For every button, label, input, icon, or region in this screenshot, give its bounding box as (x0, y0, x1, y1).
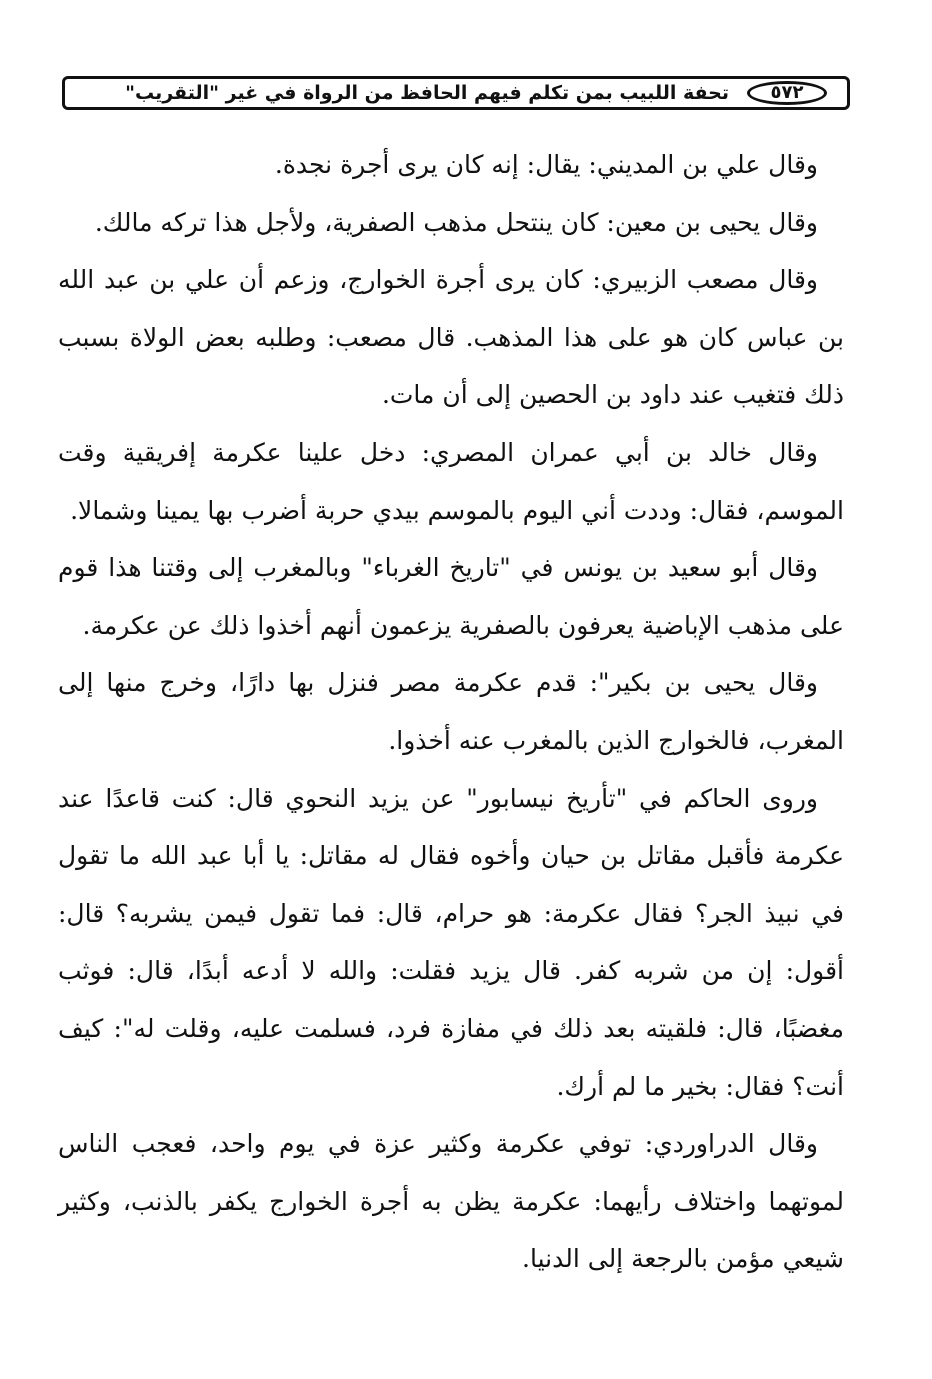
paragraph-7: وروى الحاكم في "تأريخ نيسابور" عن يزيد النحوي قال: كنت قاعدًا عند عكرمة فأقبل مقاتل بن حيان وأخوه فقال له مقاتل: يا أبا عبد الله ما تقول في نبيذ الجر؟ فقال عكرمة: هو حرام، قال: فما تقول فيمن يشربه؟ قال: أقول: إن من شربه كفر. قال يزيد فقلت: والله لا أدعه أبدًا، قال: فوثب مغضبًا، قال: فلقيته بعد ذلك في مفازة فرد، فسلمت عليه، وقلت له": كيف أنت؟ فقال: بخير ما لم أرك. (58, 783, 844, 1101)
paragraph-4: وقال خالد بن أبي عمران المصري: دخل علينا عكرمة إفريقية وقت الموسم، فقال: وددت أني اليوم بالموسم بيدي حربة أضرب بها يمينا وشمالا. (58, 437, 844, 525)
paragraph-3: وقال مصعب الزبيري: كان يرى أجرة الخوارج، وزعم أن علي بن عبد الله بن عباس كان هو على هذا المذهب. قال مصعب: وطلبه بعض الولاة بسبب ذلك فتغيب عند داود بن الحصين إلى أن مات. (58, 265, 844, 410)
page-header (62, 76, 850, 110)
paragraph-6: وقال يحيى بن بكير": قدم عكرمة مصر فنزل بها دارًا، وخرج منها إلى المغرب، فالخوارج الذين بالمغرب عنه أخذوا. (58, 668, 844, 755)
page-number: ٥٧٢ (747, 81, 827, 105)
text-body (58, 136, 844, 1288)
paragraph-1: وقال علي بن المديني: يقال: إنه كان يرى أجرة نجدة. (274, 150, 818, 179)
paragraph-2: وقال يحيى بن معين: كان ينتحل مذهب الصفرية، ولأجل هذا تركه مالك. (94, 207, 818, 237)
paragraph-8: وقال الدراوردي: توفي عكرمة وكثير عزة في يوم واحد، فعجب الناس لموتهما واختلاف رأيهما: عكرمة يظن به أجرة الخوارج يكفر بالذنب، وكثير شيعي مؤمن بالرجعة إلى الدنيا. (58, 1129, 844, 1274)
running-title: تحفة اللبيب بمن تكلم فيهم الحافظ من الرواة في غير "التقريب" (125, 82, 729, 104)
paragraph-5: وقال أبو سعيد بن يونس في "تاريخ الغرباء" وبالمغرب إلى وقتنا هذا قوم على مذهب الإباضية يعرفون بالصفرية يزعمون أنهم أخذوا ذلك عن عكرمة. (58, 553, 844, 640)
